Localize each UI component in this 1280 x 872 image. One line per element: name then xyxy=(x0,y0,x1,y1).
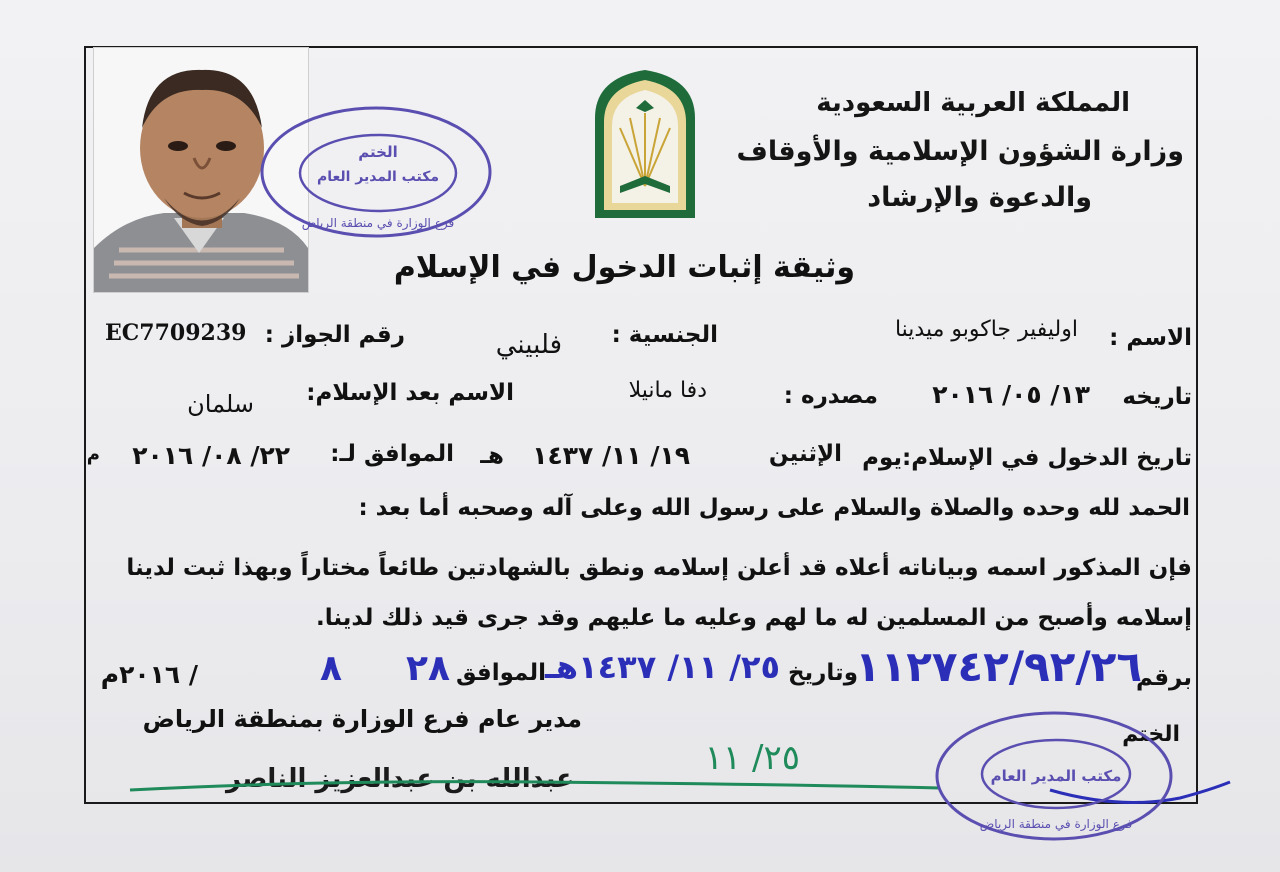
passport-value: EC7709239 xyxy=(105,320,247,346)
source-label: مصدره : xyxy=(783,383,878,409)
record-greg-year: / ٢٠١٦م xyxy=(100,660,198,689)
header-ministry: وزارة الشؤون الإسلامية والأوقاف xyxy=(736,136,1184,167)
entry-greg-suffix: م xyxy=(86,444,100,465)
entry-hijri-suffix: هـ xyxy=(480,443,504,469)
svg-text:مكتب المدير العام: مكتب المدير العام xyxy=(990,767,1122,785)
passport-label: رقم الجواز : xyxy=(264,322,405,348)
new-name-label: الاسم بعد الإسلام: xyxy=(306,380,514,406)
svg-text:فرع الوزارة في منطقة الرياض: فرع الوزارة في منطقة الرياض xyxy=(979,817,1133,831)
header-dawah: والدعوة والإرشاد xyxy=(867,182,1092,213)
entry-greg-label: الموافق لـ: xyxy=(330,441,454,467)
svg-text:الختم: الختم xyxy=(358,143,398,161)
name-value: اوليفير جاكوبو ميدينا xyxy=(894,317,1078,342)
date-value: ١٣/ ٠٥/ ٢٠١٦ xyxy=(932,380,1090,409)
signatory-title: مدير عام فرع الوزارة بمنطقة الرياض xyxy=(142,705,582,733)
record-greg-label: الموافق xyxy=(455,660,546,686)
document-title: وثيقة إثبات الدخول في الإسلام xyxy=(393,250,855,285)
praise-line: الحمد لله وحده والصلاة والسلام على رسول الله وعلى آله وصحبه أما بعد : xyxy=(358,495,1190,521)
record-date-value: ٢٥/ ١١/ ١٤٣٧هـ xyxy=(544,648,780,686)
svg-text:فرع الوزارة في منطقة الرياض: فرع الوزارة في منطقة الرياض xyxy=(301,216,455,230)
seal-label: الختم xyxy=(1122,722,1180,747)
date-label: تاريخه xyxy=(1122,384,1192,410)
record-date-label: وتاريخ xyxy=(787,660,858,686)
header-country: المملكة العربية السعودية xyxy=(816,88,1130,118)
entry-label: تاريخ الدخول في الإسلام:يوم xyxy=(862,445,1192,471)
record-greg-month: ٨ xyxy=(320,648,342,689)
svg-text:مكتب المدير العام: مكتب المدير العام xyxy=(316,169,440,185)
signatory-name: عبدالله بن عبدالعزيز الناصر xyxy=(226,764,574,794)
paragraph-line-2: إسلامه وأصبح من المسلمين له ما لهم وعليه ما عليهم وقد جرى قيد ذلك لدينا. xyxy=(316,605,1192,631)
nationality-value: فلبيني xyxy=(495,330,562,360)
paragraph-line-1: فإن المذكور اسمه وبياناته أعلاه قد أعلن إسلامه ونطق بالشهادتين طائعاً مختاراً وبهذا ثبت لدينا xyxy=(126,555,1192,581)
official-stamp-top xyxy=(258,103,494,241)
ministry-emblem-icon xyxy=(590,68,700,222)
record-number-value: ١١٢٧٤٢/٩٢/٢٦ xyxy=(854,642,1142,691)
entry-greg-date: ٢٢/ ٠٨/ ٢٠١٦ xyxy=(132,441,290,470)
source-value: دفا مانيلا xyxy=(628,378,707,403)
official-stamp-bottom xyxy=(932,708,1176,844)
record-number-label: برقم xyxy=(1135,665,1192,691)
name-label: الاسم : xyxy=(1109,325,1192,351)
entry-day: الإثنين xyxy=(768,441,842,467)
handwritten-date: ٢٥/ ١١ xyxy=(704,738,800,778)
new-name-value: سلمان xyxy=(187,390,254,418)
entry-hijri-date: ١٩/ ١١/ ١٤٣٧ xyxy=(532,441,690,470)
record-greg-day: ٢٨ xyxy=(406,648,450,689)
nationality-label: الجنسية : xyxy=(611,322,718,348)
